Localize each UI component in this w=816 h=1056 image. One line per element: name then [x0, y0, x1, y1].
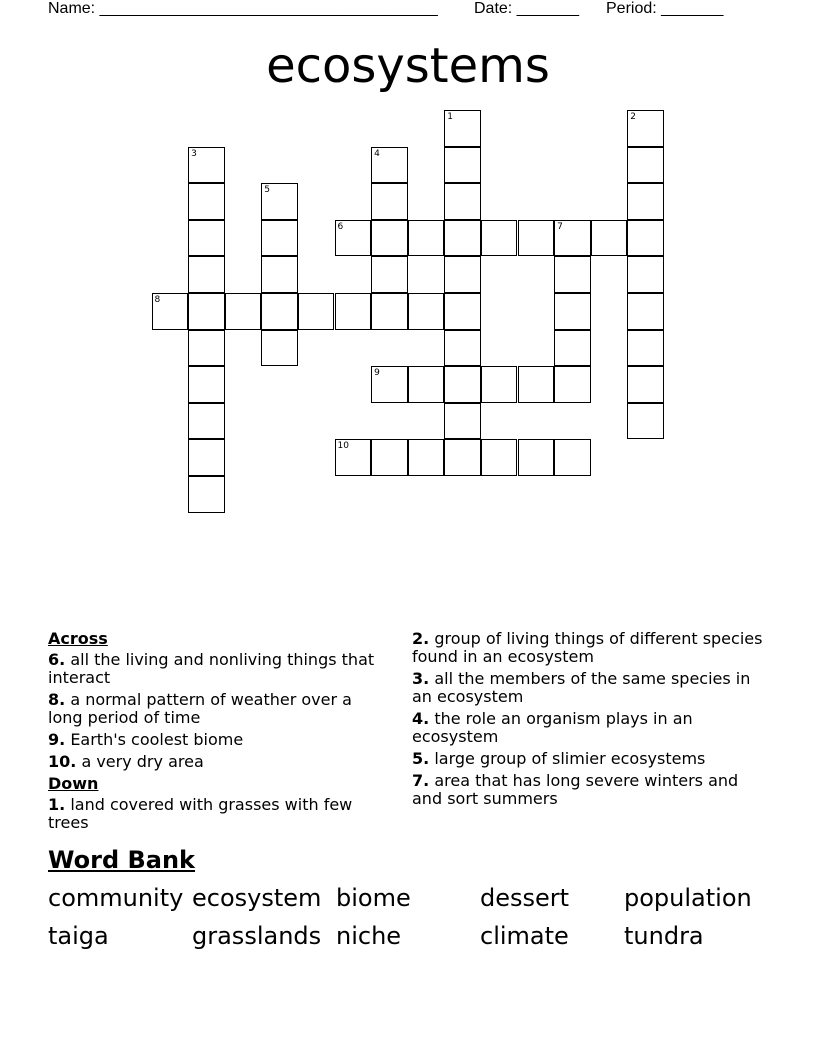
crossword-cell[interactable]: [627, 403, 664, 440]
word-bank-word: biome: [336, 884, 411, 912]
clue-text: large group of slimier ecosystems: [434, 749, 706, 768]
crossword-cell[interactable]: [188, 403, 225, 440]
crossword-cell[interactable]: [408, 366, 445, 403]
crossword-cell[interactable]: [188, 293, 225, 330]
date-field-label[interactable]: Date: _______: [474, 0, 579, 17]
clue-number: 8.: [48, 690, 66, 709]
crossword-cell[interactable]: [554, 256, 591, 293]
word-bank-word: tundra: [624, 922, 704, 950]
clue-number: 10.: [48, 752, 77, 771]
crossword-cell[interactable]: [554, 439, 591, 476]
crossword-cell[interactable]: [444, 110, 481, 147]
clue-down-3: [412, 670, 768, 706]
crossword-cell[interactable]: [518, 439, 555, 476]
clue-across-6: [48, 651, 388, 687]
word-bank-word: grasslands: [192, 922, 322, 950]
clue-across-8: [48, 691, 388, 727]
cell-number: 2: [630, 112, 637, 122]
clue-number: 1.: [48, 795, 66, 814]
clue-text: group of living things of different species found in an ecosystem: [412, 629, 763, 666]
crossword-cell[interactable]: [554, 366, 591, 403]
clue-text: a very dry area: [81, 752, 204, 771]
crossword-cell[interactable]: [444, 256, 481, 293]
clue-down-7: [412, 772, 768, 808]
crossword-cell[interactable]: [261, 330, 298, 367]
crossword-cell[interactable]: [481, 220, 518, 257]
crossword-cell[interactable]: [261, 293, 298, 330]
crossword-cell[interactable]: [444, 293, 481, 330]
crossword-cell[interactable]: [627, 256, 664, 293]
crossword-cell[interactable]: [371, 293, 408, 330]
clue-number: 7.: [412, 771, 430, 790]
crossword-cell[interactable]: [152, 293, 189, 330]
word-bank-word: community: [48, 884, 184, 912]
crossword-cell[interactable]: [444, 220, 481, 257]
clues-left-column: [48, 630, 388, 836]
word-bank-word: taiga: [48, 922, 109, 950]
crossword-cell[interactable]: [444, 147, 481, 184]
cell-number: 1: [447, 112, 454, 122]
crossword-cell[interactable]: [518, 366, 555, 403]
clue-number: 5.: [412, 749, 430, 768]
crossword-cell[interactable]: [481, 366, 518, 403]
crossword-cell[interactable]: [261, 256, 298, 293]
cell-number: 8: [154, 295, 161, 305]
cell-number: 5: [264, 185, 271, 196]
crossword-cell[interactable]: [554, 220, 591, 257]
clue-across-10: [48, 753, 388, 771]
crossword-cell[interactable]: [481, 439, 518, 476]
clue-number: 4.: [412, 709, 430, 728]
word-bank-word: ecosystem: [192, 884, 322, 912]
page-title: ecosystems: [266, 38, 550, 94]
crossword-cell[interactable]: [298, 293, 335, 330]
clue-text: all the living and nonliving things that interact: [48, 650, 375, 687]
crossword-cell[interactable]: [335, 439, 372, 476]
cell-number: 6: [337, 221, 344, 232]
crossword-cell[interactable]: [627, 183, 664, 220]
clue-text: a normal pattern of weather over a long period of time: [48, 690, 352, 727]
word-bank-word: dessert: [480, 884, 570, 912]
crossword-cell[interactable]: [627, 293, 664, 330]
crossword-cell[interactable]: [188, 439, 225, 476]
word-bank-title: Word Bank: [48, 846, 196, 874]
word-bank-word: population: [624, 884, 752, 912]
crossword-cell[interactable]: [188, 366, 225, 403]
crossword-cell[interactable]: [444, 439, 481, 476]
word-bank-word: climate: [480, 922, 569, 950]
crossword-cell[interactable]: [408, 439, 445, 476]
crossword-cell[interactable]: [188, 220, 225, 257]
crossword-cell[interactable]: [261, 183, 298, 220]
crossword-cell[interactable]: [371, 183, 408, 220]
crossword-cell[interactable]: [554, 293, 591, 330]
crossword-cell[interactable]: [335, 220, 372, 257]
clue-text: all the members of the same species in an ecosystem: [412, 669, 751, 706]
crossword-cell[interactable]: [518, 220, 555, 257]
crossword-cell[interactable]: [627, 330, 664, 367]
clue-number: 6.: [48, 650, 66, 669]
crossword-cell[interactable]: [188, 330, 225, 367]
clue-down-5: [412, 750, 768, 768]
crossword-cell[interactable]: [444, 330, 481, 367]
crossword-cell[interactable]: [371, 439, 408, 476]
crossword-cell[interactable]: [371, 366, 408, 403]
crossword-cell[interactable]: [444, 366, 481, 403]
crossword-cell[interactable]: [188, 183, 225, 220]
crossword-cell[interactable]: [627, 110, 664, 147]
crossword-cell[interactable]: [627, 147, 664, 184]
clue-text: land covered with grasses with few trees: [48, 795, 353, 832]
clue-number: 2.: [412, 629, 430, 648]
clue-text: the role an organism plays in an ecosystem: [412, 709, 693, 746]
down-heading: Down: [48, 774, 99, 793]
crossword-cell[interactable]: [188, 147, 225, 184]
cell-number: 10: [337, 441, 349, 452]
crossword-cell[interactable]: [371, 147, 408, 184]
cell-number: 4: [374, 148, 380, 159]
crossword-cell[interactable]: [627, 366, 664, 403]
cell-number: 9: [374, 368, 380, 379]
name-field-label[interactable]: Name: ______________________________________: [48, 0, 438, 17]
clue-text: Earth's coolest biome: [70, 730, 244, 749]
clue-down-4: [412, 710, 768, 746]
crossword-cell[interactable]: [408, 220, 445, 257]
crossword-cell[interactable]: [188, 476, 225, 513]
crossword-cell[interactable]: [444, 183, 481, 220]
clue-number: 9.: [48, 730, 66, 749]
clue-across-9: [48, 731, 388, 749]
cell-number: 3: [191, 148, 197, 159]
clue-down-2: [412, 630, 768, 666]
across-heading: Across: [48, 629, 108, 648]
clue-number: 3.: [412, 669, 430, 688]
crossword-cell[interactable]: [591, 220, 628, 257]
crossword-cell[interactable]: [261, 220, 298, 257]
word-bank-word: niche: [336, 922, 402, 950]
crossword-cell[interactable]: [444, 403, 481, 440]
clues-right-column: [412, 630, 768, 812]
crossword-cell[interactable]: [627, 220, 664, 257]
clue-text: area that has long severe winters and and sort summers: [412, 771, 739, 808]
period-field-label[interactable]: Period: _______: [606, 0, 724, 17]
crossword-cell[interactable]: [225, 293, 262, 330]
crossword-cell[interactable]: [554, 330, 591, 367]
crossword-cell[interactable]: [371, 256, 408, 293]
cell-number: 7: [557, 221, 563, 232]
crossword-cell[interactable]: [188, 256, 225, 293]
crossword-cell[interactable]: [371, 220, 408, 257]
clue-down-1: [48, 796, 388, 832]
crossword-cell[interactable]: [335, 293, 372, 330]
crossword-cell[interactable]: [408, 293, 445, 330]
